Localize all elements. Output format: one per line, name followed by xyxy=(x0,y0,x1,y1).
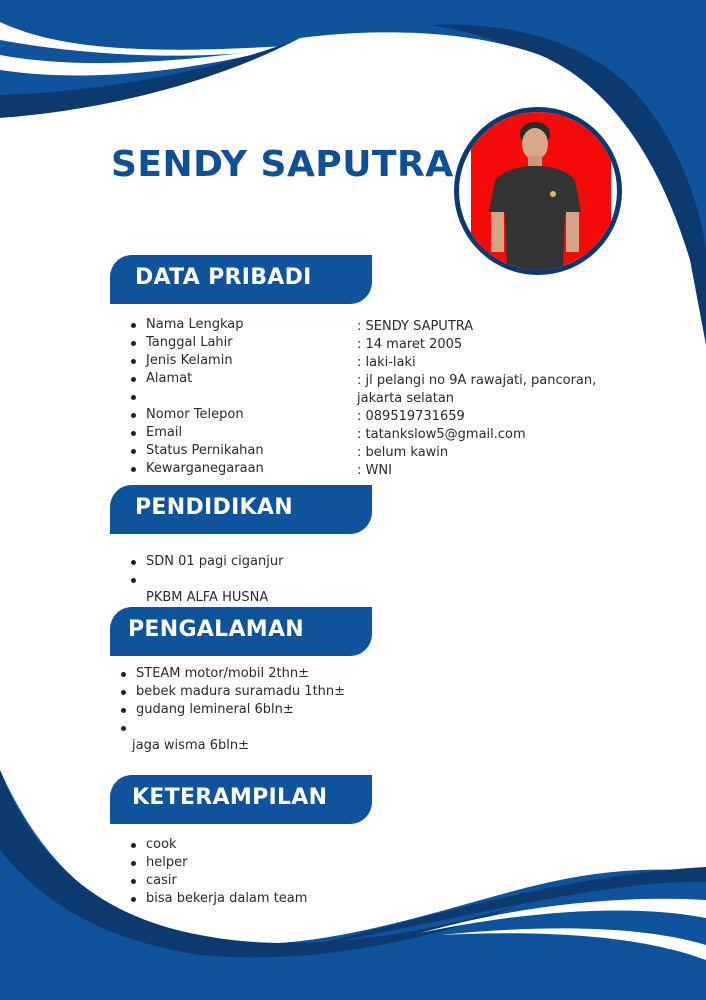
list-item: bisa bekerja dalam team xyxy=(128,890,307,908)
profile-photo xyxy=(454,107,622,275)
list-item: gudang lemineral 6bln± xyxy=(118,701,345,719)
list-item: Email xyxy=(128,424,264,442)
section-header-pengalaman xyxy=(110,607,372,656)
value-address-cont: jakarta selatan xyxy=(357,391,455,406)
list-item: Jenis Kelamin xyxy=(128,352,264,370)
value-birth-date: : 14 maret 2005 xyxy=(357,337,463,352)
value-citizenship: : WNI xyxy=(357,463,392,478)
list-item: PKBM ALFA HUSNA xyxy=(146,590,269,605)
personal-data-values xyxy=(357,318,596,480)
list-item: Nomor Telepon xyxy=(128,406,264,424)
list-item: jaga wisma 6bln± xyxy=(132,738,249,753)
list-item: casir xyxy=(128,872,307,890)
list-item: helper xyxy=(128,854,307,872)
personal-data-labels xyxy=(128,316,264,478)
list-item: Alamat xyxy=(128,370,264,388)
section-title: PENDIDIKAN xyxy=(135,495,293,520)
value-phone: : 089519731659 xyxy=(357,409,465,424)
value-full-name: : SENDY SAPUTRA xyxy=(357,319,474,334)
section-header-data-pribadi xyxy=(110,255,372,304)
section-header-keterampilan xyxy=(110,775,372,824)
list-item xyxy=(118,719,345,737)
section-title: KETERAMPILAN xyxy=(132,785,328,810)
list-item: Nama Lengkap xyxy=(128,316,264,334)
cv-name-title: SENDY SAPUTRA xyxy=(111,144,454,185)
value-address: : jl pelangi no 9A rawajati, pancoran, xyxy=(357,373,597,388)
value-gender: : laki-laki xyxy=(357,355,416,370)
value-marital-status: : belum kawin xyxy=(357,445,449,460)
list-item: Status Pernikahan xyxy=(128,442,264,460)
skills-list xyxy=(128,836,307,908)
list-item: SDN 01 pagi ciganjur xyxy=(128,553,283,571)
section-header-pendidikan xyxy=(110,485,372,534)
value-email: : tatankslow5@gmail.com xyxy=(357,427,526,442)
list-item: STEAM motor/mobil 2thn± xyxy=(118,665,345,683)
list-item: cook xyxy=(128,836,307,854)
experience-list xyxy=(118,665,345,755)
section-title: PENGALAMAN xyxy=(128,617,305,642)
list-item: bebek madura suramadu 1thn± xyxy=(118,683,345,701)
list-item xyxy=(128,388,264,406)
list-item: Tanggal Lahir xyxy=(128,334,264,352)
list-item: Kewarganegaraan xyxy=(128,460,264,478)
section-title: DATA PRIBADI xyxy=(135,265,312,290)
list-item xyxy=(128,571,283,589)
person-silhouette-icon xyxy=(459,112,617,270)
education-list xyxy=(128,553,283,607)
